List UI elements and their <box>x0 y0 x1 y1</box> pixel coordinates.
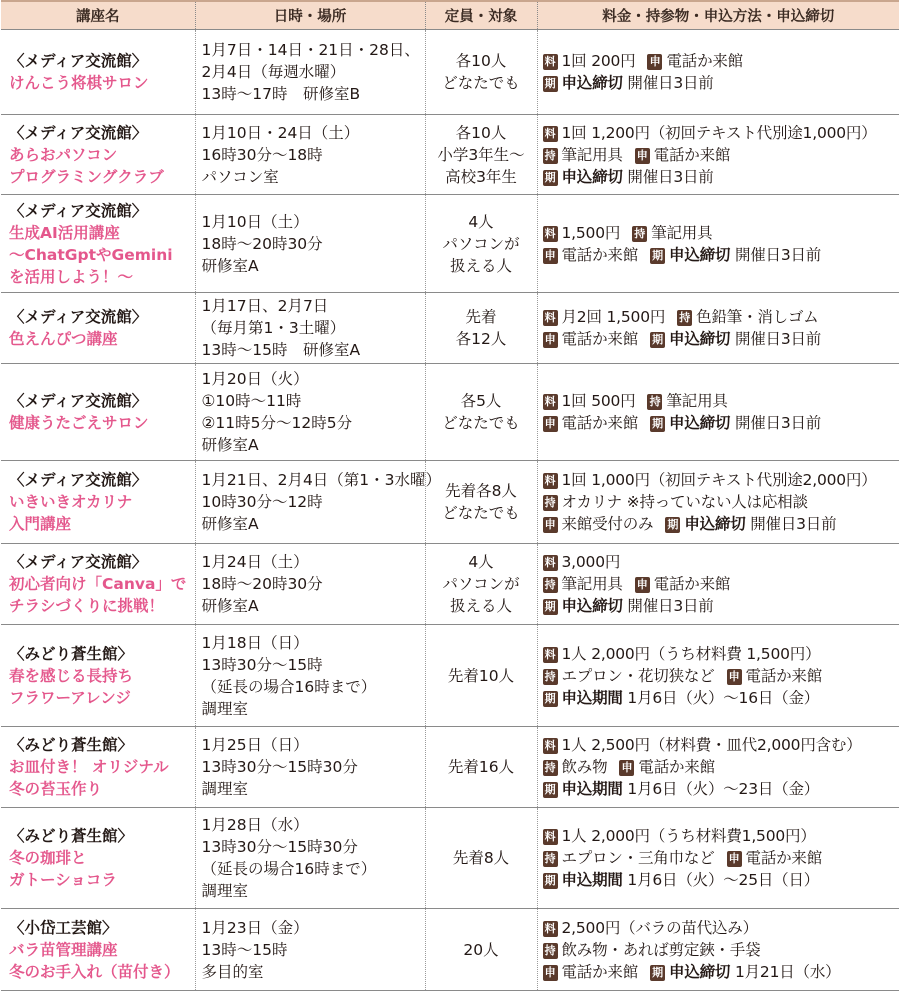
table-row <box>1 364 899 461</box>
datetime-line: 1月10日（土） <box>201 212 309 231</box>
course-title-line: チラシづくりに挑戦！ <box>9 597 165 615</box>
datetime-line: 13時〜15時 研修室A <box>201 341 361 359</box>
info-line <box>543 961 900 983</box>
apply-badge-icon: 申 <box>543 332 558 348</box>
info-text: 1回 1,200円（初回テキスト代別途1,000円） <box>561 123 877 142</box>
info-line <box>543 734 900 756</box>
info-text: 筆記用具 <box>561 145 623 164</box>
venue-name: 〈メディア交流館〉 <box>9 123 148 142</box>
table-row <box>1 461 899 544</box>
course-title-line: あらおパソコン <box>9 145 118 164</box>
apply-badge-icon: 申 <box>543 416 558 432</box>
datetime-line: 1月23日（金） <box>201 918 309 937</box>
info-line <box>543 469 900 491</box>
info-line <box>543 595 900 617</box>
course-title-line: 冬の苔玉作り <box>9 780 103 798</box>
info-text: 電話か来館 <box>561 962 639 981</box>
table-row <box>1 293 899 364</box>
capacity-cell <box>425 461 537 544</box>
info-line <box>543 573 900 595</box>
datetime-cell <box>195 293 425 364</box>
info-text: 筆記用具 <box>666 392 728 410</box>
deadline-label: 申込締切 <box>561 74 623 92</box>
apply-badge-icon: 申 <box>635 577 650 593</box>
course-title-line: ガトーショコラ <box>9 871 117 889</box>
info-line <box>543 144 900 166</box>
course-name-cell <box>1 727 195 808</box>
apply-badge-icon: 申 <box>543 517 558 533</box>
deadline-label: 申込期間 <box>561 871 623 889</box>
capacity-line: 20人 <box>463 940 499 959</box>
capacity-line: 高校3年生 <box>445 167 517 186</box>
venue-name: 〈メディア交流館〉 <box>9 308 148 326</box>
course-title-line: 冬のお手入れ（苗付き） <box>9 962 180 981</box>
datetime-line: 調理室 <box>201 699 249 718</box>
period-badge-icon: 期 <box>650 332 665 348</box>
capacity-line: 扱える人 <box>449 256 512 275</box>
info-text: 色鉛筆・消しゴム <box>696 308 819 326</box>
info-cell <box>537 195 899 293</box>
venue-name: 〈メディア交流館〉 <box>9 392 148 410</box>
datetime-line: 1月21日、2月4日（第1・3水曜） <box>201 471 442 489</box>
table-row <box>1 115 899 195</box>
datetime-line: 研修室A <box>201 597 259 615</box>
venue-name: 〈メディア交流館〉 <box>9 553 148 571</box>
info-text: 開催日3日前 <box>745 515 837 533</box>
table-row <box>1 625 899 727</box>
course-title-line: 冬の珈琲と <box>9 849 87 867</box>
deadline-label: 申込締切 <box>684 515 746 533</box>
course-name-cell <box>1 364 195 461</box>
course-title-line: いきいきオカリナ <box>9 493 133 511</box>
fee-badge-icon: 料 <box>543 647 558 663</box>
datetime-line: 18時〜20時30分 <box>201 234 323 253</box>
capacity-cell <box>425 364 537 461</box>
header-datetime-place: 日時・場所 <box>195 1 425 30</box>
info-text: 1回 200円 <box>561 52 636 70</box>
info-text: 1人 2,500円（材料費・皿代2,000円含む） <box>561 736 862 754</box>
info-text: 電話か来館 <box>666 52 743 70</box>
header-course-name: 講座名 <box>1 1 195 30</box>
course-title-line: 〜ChatGptやGemini <box>9 245 173 264</box>
deadline-label: 申込締切 <box>669 414 731 432</box>
datetime-cell <box>195 909 425 991</box>
apply-badge-icon: 申 <box>619 760 634 776</box>
course-name-cell <box>1 625 195 727</box>
info-text: 1月6日（火）〜16日（金） <box>622 688 820 707</box>
datetime-cell <box>195 625 425 727</box>
venue-name: 〈メディア交流館〉 <box>9 471 148 489</box>
info-text: エプロン・花切狭など <box>561 666 715 685</box>
capacity-line: 4人 <box>468 553 494 571</box>
info-line <box>543 328 900 350</box>
period-badge-icon: 期 <box>543 691 558 707</box>
course-title-line: を活用しよう！〜 <box>9 267 134 286</box>
period-badge-icon: 期 <box>650 248 665 264</box>
datetime-line: 1月17日、2月7日 <box>201 297 329 315</box>
datetime-line: 2月4日（毎週水曜） <box>201 63 346 81</box>
info-line <box>543 244 900 266</box>
info-text: 1回 500円 <box>561 392 636 410</box>
capacity-cell <box>425 727 537 808</box>
datetime-line: 1月28日（水） <box>201 816 309 834</box>
info-text: 筆記用具 <box>561 575 623 593</box>
info-text: 来館受付のみ <box>561 515 654 533</box>
deadline-label: 申込期間 <box>561 780 623 798</box>
info-line <box>543 869 900 891</box>
fee-badge-icon: 料 <box>543 126 558 142</box>
header-row <box>1 1 899 30</box>
venue-name: 〈小岱工芸館〉 <box>9 918 118 937</box>
info-cell <box>537 364 899 461</box>
datetime-cell <box>195 195 425 293</box>
venue-name: 〈みどり蒼生館〉 <box>9 827 134 845</box>
capacity-line: 先着 <box>465 308 497 326</box>
apply-badge-icon: 申 <box>647 54 662 70</box>
datetime-line: 1月24日（土） <box>201 553 309 571</box>
period-badge-icon: 期 <box>650 965 665 981</box>
info-text: 1月21日（水） <box>730 962 841 981</box>
info-line <box>543 551 900 573</box>
info-text: 電話か来館 <box>653 575 731 593</box>
capacity-line: 各12人 <box>455 330 507 348</box>
datetime-line: 多目的室 <box>201 962 264 981</box>
course-title-line: 春を感じる長持ち <box>9 666 134 685</box>
deadline-label: 申込締切 <box>669 330 731 348</box>
info-line <box>543 939 900 961</box>
capacity-line: 扱える人 <box>449 597 512 615</box>
info-text: 開催日3日前 <box>730 330 822 348</box>
datetime-cell <box>195 808 425 909</box>
apply-badge-icon: 申 <box>635 148 650 164</box>
datetime-line: 13時30分〜15時 <box>201 655 323 674</box>
info-line <box>543 643 900 665</box>
bring-badge-icon: 持 <box>543 851 558 867</box>
capacity-cell <box>425 544 537 625</box>
fee-badge-icon: 料 <box>543 555 558 571</box>
apply-badge-icon: 申 <box>543 965 558 981</box>
course-name-cell <box>1 293 195 364</box>
capacity-cell <box>425 808 537 909</box>
info-line <box>543 665 900 687</box>
fee-badge-icon: 料 <box>543 310 558 326</box>
fee-badge-icon: 料 <box>543 738 558 754</box>
capacity-line: どなたでも <box>442 504 520 522</box>
capacity-line: どなたでも <box>442 414 520 432</box>
info-line <box>543 825 900 847</box>
info-text: 1月6日（火）〜25日（日） <box>622 871 820 889</box>
table-row <box>1 195 899 293</box>
fee-badge-icon: 料 <box>543 394 558 410</box>
info-text: 開催日3日前 <box>730 414 822 432</box>
info-text: エプロン・三角巾など <box>561 849 715 867</box>
info-text: オカリナ ※持っていない人は応相談 <box>561 493 808 511</box>
datetime-cell <box>195 115 425 195</box>
capacity-cell <box>425 625 537 727</box>
fee-badge-icon: 料 <box>543 226 558 242</box>
capacity-line: 各10人 <box>455 52 507 70</box>
header-fee-details: 料金・持参物・申込方法・申込締切 <box>537 1 899 30</box>
datetime-line: パソコン室 <box>201 167 279 186</box>
info-cell <box>537 808 899 909</box>
info-text: 月2回 1,500円 <box>561 308 666 326</box>
period-badge-icon: 期 <box>543 170 558 186</box>
table-row <box>1 544 899 625</box>
course-title-line: 初心者向け「Canva」で <box>9 575 187 593</box>
datetime-line: 13時30分〜15時30分 <box>201 758 358 776</box>
bring-badge-icon: 持 <box>543 760 558 776</box>
info-line <box>543 687 900 709</box>
course-title-line: フラワーアレンジ <box>9 688 131 707</box>
capacity-cell <box>425 30 537 115</box>
info-line <box>543 847 900 869</box>
info-cell <box>537 115 899 195</box>
venue-name: 〈メディア交流館〉 <box>9 52 148 70</box>
info-line <box>543 917 900 939</box>
bring-badge-icon: 持 <box>647 394 662 410</box>
fee-badge-icon: 料 <box>543 473 558 489</box>
info-line <box>543 166 900 188</box>
datetime-line: 16時30分〜18時 <box>201 145 323 164</box>
info-text: 1人 2,000円（うち材料費1,500円） <box>561 827 816 845</box>
info-text: 電話か来館 <box>653 145 731 164</box>
bring-badge-icon: 持 <box>632 226 647 242</box>
datetime-line: ②11時5分〜12時5分 <box>201 414 353 432</box>
datetime-line: 18時〜20時30分 <box>201 575 323 593</box>
info-line <box>543 50 900 72</box>
deadline-label: 申込締切 <box>561 597 623 615</box>
bring-badge-icon: 持 <box>677 310 692 326</box>
info-text: 飲み物・あれば剪定鋏・手袋 <box>561 940 761 959</box>
datetime-line: 13時30分〜15時30分 <box>201 838 358 856</box>
capacity-line: 先着8人 <box>452 849 510 867</box>
datetime-cell <box>195 461 442 544</box>
info-text: 開催日3日前 <box>622 167 714 186</box>
capacity-line: 先着10人 <box>447 666 515 685</box>
course-title-line: 生成AI活用講座 <box>9 223 120 242</box>
info-text: 開催日3日前 <box>730 245 822 264</box>
info-line <box>543 122 900 144</box>
datetime-cell <box>195 727 425 808</box>
info-text: 筆記用具 <box>651 223 713 242</box>
datetime-line: 研修室A <box>201 515 259 533</box>
info-text: 電話か来館 <box>745 849 823 867</box>
course-title-line: けんこう将棋サロン <box>9 74 149 92</box>
table-row <box>1 909 899 991</box>
table-row <box>1 30 899 115</box>
period-badge-icon: 期 <box>650 416 665 432</box>
capacity-line: どなたでも <box>442 74 520 92</box>
course-table <box>1 0 899 991</box>
capacity-cell <box>425 293 537 364</box>
venue-name: 〈メディア交流館〉 <box>9 201 148 220</box>
info-line <box>543 306 900 328</box>
datetime-line: 1月20日（火） <box>201 370 309 388</box>
datetime-line: 10時30分〜12時 <box>201 493 323 511</box>
info-line <box>543 756 900 778</box>
capacity-cell <box>425 195 537 293</box>
info-cell <box>537 30 899 115</box>
course-name-cell <box>1 909 195 991</box>
capacity-line: 各10人 <box>455 123 507 142</box>
datetime-line: 1月25日（日） <box>201 736 309 754</box>
capacity-line: パソコンが <box>442 234 520 253</box>
course-title-line: 入門講座 <box>9 515 72 533</box>
datetime-line: （延長の場合16時まで） <box>201 677 377 696</box>
deadline-label: 申込締切 <box>669 962 731 981</box>
info-text: 電話か来館 <box>561 245 639 264</box>
datetime-line: 研修室A <box>201 256 259 275</box>
info-text: 電話か来館 <box>561 414 639 432</box>
info-cell <box>537 293 899 364</box>
fee-badge-icon: 料 <box>543 54 558 70</box>
datetime-line: 1月18日（日） <box>201 633 309 652</box>
info-line <box>543 491 900 513</box>
bring-badge-icon: 持 <box>543 495 558 511</box>
bring-badge-icon: 持 <box>543 943 558 959</box>
table-row <box>1 808 899 909</box>
capacity-line: 先着各8人 <box>445 482 517 500</box>
course-name-cell <box>1 30 195 115</box>
info-cell <box>537 727 899 808</box>
datetime-cell <box>195 544 425 625</box>
period-badge-icon: 期 <box>543 782 558 798</box>
datetime-line: 1月7日・14日・21日・28日、 <box>201 41 420 59</box>
capacity-cell <box>425 115 537 195</box>
info-line <box>543 778 900 800</box>
fee-badge-icon: 料 <box>543 921 558 937</box>
period-badge-icon: 期 <box>543 873 558 889</box>
datetime-line: ①10時〜11時 <box>201 392 302 410</box>
course-rows <box>1 30 899 991</box>
datetime-line: （毎月第1・3土曜） <box>201 319 346 337</box>
info-text: 飲み物 <box>561 758 608 776</box>
info-text: 開催日3日前 <box>622 597 714 615</box>
info-text: 電話か来館 <box>638 758 715 776</box>
info-line <box>543 222 900 244</box>
fee-badge-icon: 料 <box>543 829 558 845</box>
info-text: 1,500円 <box>561 223 621 242</box>
table-row <box>1 727 899 808</box>
header-capacity-target: 定員・対象 <box>425 1 537 30</box>
info-line <box>543 513 900 535</box>
period-badge-icon: 期 <box>543 599 558 615</box>
capacity-line: 先着16人 <box>447 758 515 776</box>
course-name-cell <box>1 115 195 195</box>
capacity-line: 4人 <box>468 212 494 231</box>
venue-name: 〈みどり蒼生館〉 <box>9 736 134 754</box>
capacity-cell <box>425 909 537 991</box>
course-name-cell <box>1 195 195 293</box>
bring-badge-icon: 持 <box>543 669 558 685</box>
bring-badge-icon: 持 <box>543 148 558 164</box>
capacity-line: 小学3年生〜 <box>437 145 525 164</box>
bring-badge-icon: 持 <box>543 577 558 593</box>
course-name-cell <box>1 544 195 625</box>
course-title-line: プログラミングクラブ <box>9 167 164 186</box>
datetime-cell <box>195 30 425 115</box>
info-line <box>543 390 900 412</box>
datetime-line: 調理室 <box>201 882 249 900</box>
capacity-line: パソコンが <box>442 575 520 593</box>
info-text: 1人 2,000円（うち材料費 1,500円） <box>561 644 821 663</box>
apply-badge-icon: 申 <box>727 851 742 867</box>
datetime-line: 研修室A <box>201 436 259 454</box>
course-title-line: バラ苗管理講座 <box>9 940 118 959</box>
course-name-cell <box>1 461 195 544</box>
info-text: 3,000円 <box>561 553 621 571</box>
datetime-line: 調理室 <box>201 780 249 798</box>
deadline-label: 申込締切 <box>561 167 623 186</box>
period-badge-icon: 期 <box>665 517 680 533</box>
datetime-line: 13時〜17時 研修室B <box>201 85 361 103</box>
info-cell <box>537 625 899 727</box>
info-text: 1月6日（火）〜23日（金） <box>622 780 820 798</box>
deadline-label: 申込締切 <box>669 245 731 264</box>
info-cell <box>537 544 899 625</box>
info-text: 電話か来館 <box>561 330 639 348</box>
apply-badge-icon: 申 <box>727 669 742 685</box>
course-title-line: お皿付き！ オリジナル <box>9 758 169 776</box>
period-badge-icon: 期 <box>543 76 558 92</box>
course-title-line: 健康うたごえサロン <box>9 414 149 432</box>
datetime-line: 1月10日・24日（土） <box>201 123 360 142</box>
venue-name: 〈みどり蒼生館〉 <box>9 644 134 663</box>
course-title-line: 色えんぴつ講座 <box>9 330 118 348</box>
info-text: 1回 1,000円（初回テキスト代別途2,000円） <box>561 471 877 489</box>
info-text: 2,500円（バラの苗代込み） <box>561 918 758 937</box>
info-text: 開催日3日前 <box>622 74 714 92</box>
apply-badge-icon: 申 <box>543 248 558 264</box>
info-cell <box>537 909 899 991</box>
datetime-line: （延長の場合16時まで） <box>201 860 377 878</box>
capacity-line: 各5人 <box>460 392 502 410</box>
deadline-label: 申込期間 <box>561 688 623 707</box>
info-line <box>543 412 900 434</box>
datetime-cell <box>195 364 425 461</box>
course-name-cell <box>1 808 195 909</box>
info-line <box>543 72 900 94</box>
datetime-line: 13時〜15時 <box>201 940 288 959</box>
info-cell <box>537 461 899 544</box>
info-text: 電話か来館 <box>745 666 823 685</box>
